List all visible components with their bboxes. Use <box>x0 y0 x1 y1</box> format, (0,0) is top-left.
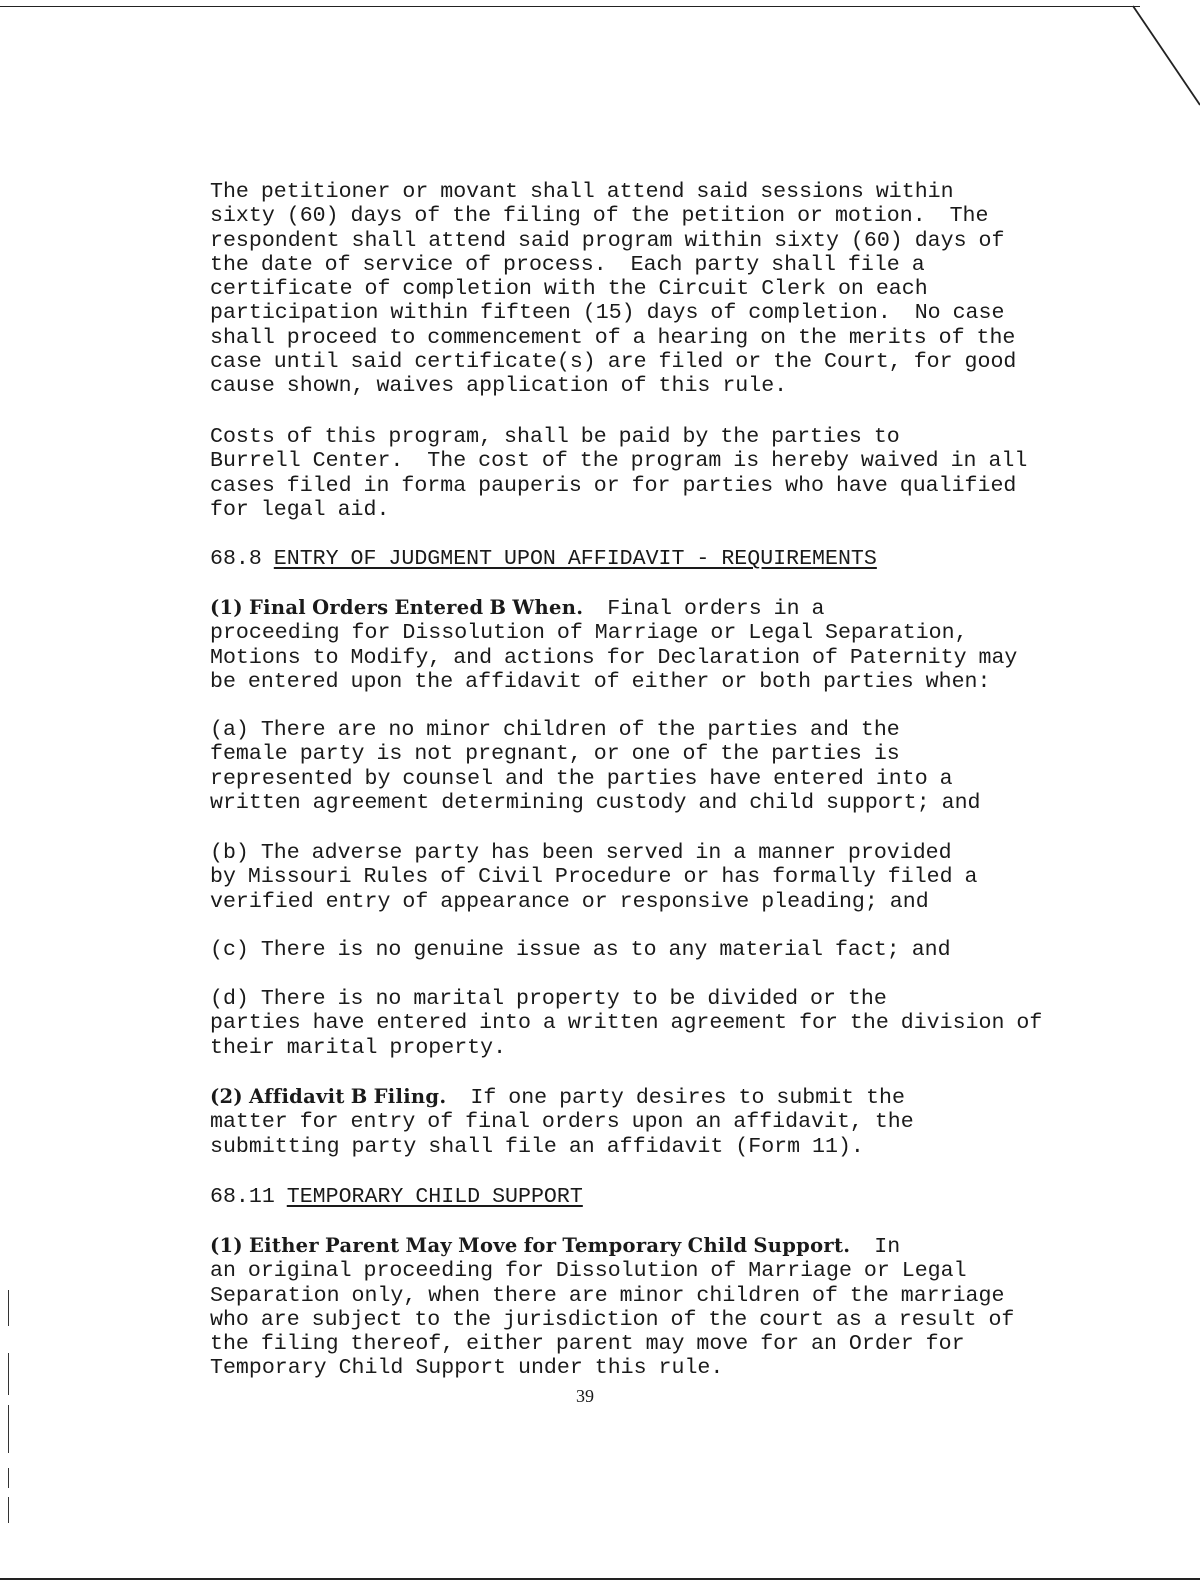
section-number: 68.8 <box>210 547 274 571</box>
section-title: ENTRY OF JUDGMENT UPON AFFIDAVIT - REQUIREMENTS <box>273 547 877 571</box>
item-a-paragraph: (a) There are no minor children of the parties and the female party is not pregnant, or one of the parties is represented by counsel and the parties have entered into a written agreement determining custody and child support; and <box>210 718 981 815</box>
attendance-paragraph: The petitioner or movant shall attend said sessions within sixty (60) days of the filing of the petition or motion. The respondent shall attend said program within sixty (60) days of the date of service of process. Each party shall file a certificate of completion with the Circuit Clerk on each participation within fifteen (15) days of completion. No case shall proceed to commencement of a hearing on the merits of the case until said certificate(s) are filed or the Court, for good cause shown, waives application of this rule. <box>210 180 1017 399</box>
temporary-support-heading: (1) Either Parent May Move for Temporary Child Support. <box>210 1234 851 1257</box>
final-orders-text: Final orders in a proceeding for Dissolution of Marriage or Legal Separation, Motions to Modify, and actions for Declaration of Paternity may be entered upon the affidavit of either or both parties when: <box>210 597 1018 694</box>
scan-top-border <box>0 6 1140 7</box>
section-title: TEMPORARY CHILD SUPPORT <box>286 1185 583 1209</box>
section-68-11-heading <box>142 1185 1110 1209</box>
item-d-paragraph: (d) There is no marital property to be divided or the parties have entered into a written agreement for the division of their marital property. <box>210 987 1043 1060</box>
scan-bottom-border <box>0 1578 1200 1580</box>
final-orders-paragraph <box>142 596 1110 694</box>
scan-corner-fold <box>1125 0 1200 110</box>
section-number: 68.11 <box>210 1185 287 1209</box>
item-c-paragraph: (c) There is no genuine issue as to any material fact; and <box>210 938 951 962</box>
temporary-support-text: In an original proceeding for Dissolution of Marriage or Legal Separation only, when there are minor children of the marriage who are subject to the jurisdiction of the court as a result of the filing thereof, either parent may move for an Order for Temporary Child Support under this rule. <box>210 1235 1015 1381</box>
revision-bar <box>8 1290 9 1326</box>
final-orders-heading: (1) Final Orders Entered B When. <box>210 596 584 619</box>
page-number: 39 <box>576 1386 594 1406</box>
revision-bar <box>8 1468 9 1488</box>
affidavit-filing-heading: (2) Affidavit B Filing. <box>210 1085 447 1108</box>
costs-paragraph: Costs of this program, shall be paid by the parties to Burrell Center. The cost of the program is hereby waived in all cases filed in forma pauperis or for parties who have qualified for legal aid. <box>210 425 1028 522</box>
item-b-paragraph: (b) The adverse party has been served in a manner provided by Missouri Rules of Civil Procedure or has formally filed a verified entry of appearance or responsive pleading; and <box>210 841 978 914</box>
affidavit-filing-text: If one party desires to submit the matter for entry of final orders upon an affidavit, the submitting party shall file an affidavit (Form 11). <box>210 1086 914 1159</box>
revision-bar <box>8 1497 9 1523</box>
affidavit-filing-paragraph <box>142 1085 1110 1159</box>
section-68-8-heading <box>142 547 1110 571</box>
revision-bar <box>8 1405 9 1453</box>
temporary-support-paragraph <box>142 1234 1110 1381</box>
